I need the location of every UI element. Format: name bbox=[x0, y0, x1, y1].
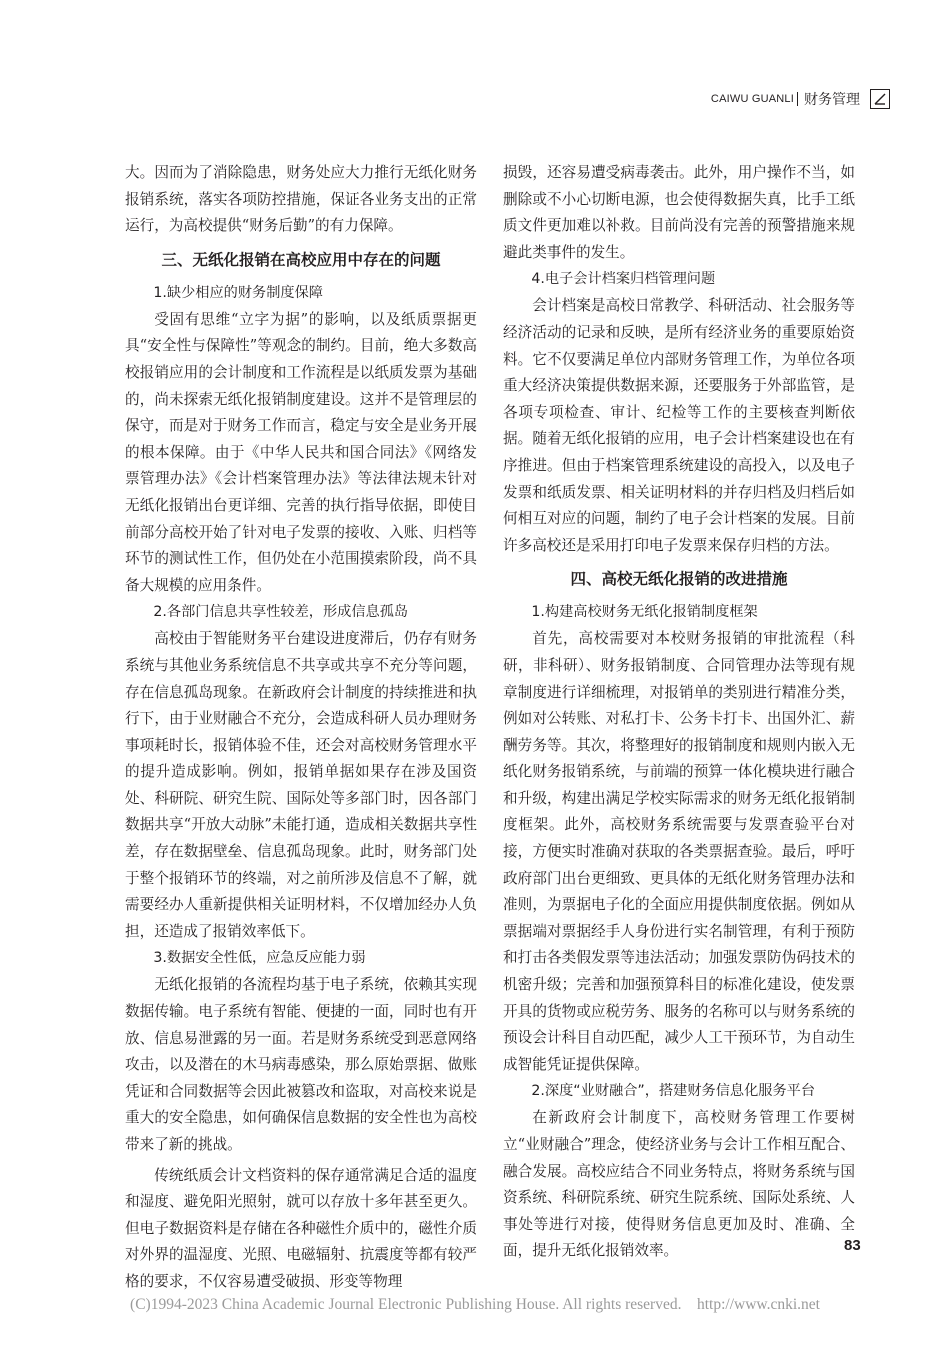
paragraph-3-1: 受固有思维“立字为据”的影响，以及纸质票据更具“安全性与保障性”等观念的制约。目前，绝大多数高校报销应用的会计制度和工作流程是以纸质发票为基础的，尚未探索无纸化报销制度建设。这并不是管理层的保守，而是对于财务工作而言，稳定与安全是业务开展的根本保障。由于《中华人民共和国合同法》《网络发票管理办法》《会计档案管理办法》等法律法规未针对无纸化报销出台更详细、完善的执行指导依据，即使目前部分高校开始了针对电子发票的接收、入账、归档等环节的测试性工作，但仍处在小范围摸索阶段，尚不具备大规模的应用条件。 bbox=[125, 310, 477, 594]
subheading-3-1: 1.缺少相应的财务制度保障 bbox=[153, 284, 323, 301]
copyright-footer: (C)1994-2023 China Academic Journal Electronic Publishing House. All rights reserved. http://www.cnki.net bbox=[130, 1296, 820, 1313]
subheading-4-2: 2.深度“业财融合”，搭建财务信息化服务平台 bbox=[531, 1083, 816, 1100]
section-heading-4: 四、高校无纸化报销的改进措施 bbox=[570, 570, 788, 589]
subheading-3-4: 4.电子会计档案归档管理问题 bbox=[531, 271, 716, 288]
left-column bbox=[125, 160, 477, 1296]
header-divider bbox=[797, 92, 798, 106]
paragraph-continued: 大。因而为了消除隐患，财务处应大力推行无纸化财务报销系统，落实各项防控措施，保证各业务支出的正常运行，为高校提供“财务后勤”的有力保障。 bbox=[125, 164, 477, 235]
paragraph-3-3b: 传统纸质会计文档资料的保存通常满足合适的温度和湿度、避免阳光照射，就可以存放十多年甚至更久。但电子数据资料是存储在各种磁性介质中的，磁性介质对外界的温湿度、光照、电磁辐射、抗震度等都有较严格的要求，不仅容易遭受破损、形变等物理 bbox=[125, 1166, 477, 1290]
right-column bbox=[503, 160, 855, 1265]
paragraph-3-3a: 无纸化报销的各流程均基于电子系统，依赖其实现数据传输。电子系统有智能、便捷的一面，同时也有开放、信息易泄露的另一面。若是财务系统受到恶意网络攻击，以及潜在的木马病毒感染，那么原始票据、做账凭证和合同数据等会因此被篡改和盗取，对高校来说是重大的安全隐患，如何确保信息数据的安全性也为高校带来了新的挑战。 bbox=[125, 976, 477, 1153]
section-heading-3: 三、无纸化报销在高校应用中存在的问题 bbox=[161, 250, 441, 269]
running-header bbox=[711, 88, 890, 110]
subheading-3-2: 2.各部门信息共享性较差，形成信息孤岛 bbox=[153, 604, 409, 621]
corner-check-icon bbox=[870, 89, 890, 109]
paragraph-4-1: 首先，高校需要对本校财务报销的审批流程（科研，非科研）、财务报销制度、合同管理办法等现有规章制度进行详细梳理，对报销单的类别进行精准分类，例如对公转账、对私打卡、公务卡打卡、出国外汇、薪酬劳务等。其次，将整理好的报销制度和规则内嵌入无纸化财务报销系统，与前端的预算一体化模块进行融合和升级，构建出满足学校实际需求的财务无纸化报销制度框架。此外，高校财务系统需要与发票查验平台对接，方便实时准确对获取的各类票据查验。最后，呼吁政府部门出台更细致、更具体的无纸化财务管理办法和准则，为票据电子化的全面应用提供制度依据。例如从票据端对票据经手人身份进行实名制管理，有利于预防和打击各类假发票等违法活动；加强发票防伪码技术的机密升级；完善和加强预算科目的标准化建设，使发票开具的货物或应税劳务、服务的名称可以与财务系统的预设会计科目自动匹配，减少人工干预环节，为自动生成智能凭证提供保障。 bbox=[503, 630, 855, 1073]
paragraph-3-2: 高校由于智能财务平台建设进度滞后，仍存有财务系统与其他业务系统信息不共享或共享不充分等问题，存在信息孤岛现象。在新政府会计制度的持续推进和执行下，由于业财融合不充分，会造成科研人员办理财务事项耗时长，报销体验不佳，还会对高校财务管理水平的提升造成影响。例如，报销单据如果存在涉及国资处、科研院、研究生院、国际处等多部门时，因各部门数据共享“开放大动脉”未能打通，造成相关数据共享性差，存在数据壁垒、信息孤岛现象。此时，财务部门处于整个报销环节的终端，对之前所涉及信息不了解，就需要经办人重新提供相关证明材料，不仅增加经办人负担，还造成了报销效率低下。 bbox=[125, 630, 477, 940]
paragraph-continued-right: 损毁，还容易遭受病毒袭击。此外，用户操作不当，如删除或不小心切断电源，也会使得数据失真，比手工纸质文件更加难以补救。目前尚没有完善的预警措施来规避此类事件的发生。 bbox=[503, 164, 855, 261]
paragraph-4-2: 在新政府会计制度下，高校财务管理工作要树立“业财融合”理念，使经济业务与会计工作相互配合、融合发展。高校应结合不同业务特点，将财务系统与国资系统、科研院系统、研究生院系统、国际处系统、人事处等进行对接，使得财务信息更加及时、准确、全面，提升无纸化报销效率。 bbox=[503, 1109, 855, 1260]
section-title: 财务管理 bbox=[804, 92, 860, 108]
page-number: 83 bbox=[844, 1237, 861, 1254]
paragraph-3-4: 会计档案是高校日常教学、科研活动、社会服务等经济活动的记录和反映，是所有经济业务的重要原始资料。它不仅要满足单位内部财务管理工作，为单位各项重大经济决策提供数据来源，还要服务于外部监管，是各项专项检查、审计、纪检等工作的主要核查判断依据。随着无纸化报销的应用，电子会计档案建设也在有序推进。但由于档案管理系统建设的高投入，以及电子发票和纸质发票、相关证明材料的并存归档及归档后如何相互对应的问题，制约了电子会计档案的发展。目前许多高校还是采用打印电子发票来保存归档的方法。 bbox=[503, 297, 855, 554]
subheading-3-3: 3.数据安全性低，应急反应能力弱 bbox=[153, 950, 366, 967]
journal-name-pinyin: CAIWU GUANLI bbox=[710, 93, 794, 105]
subheading-4-1: 1.构建高校财务无纸化报销制度框架 bbox=[531, 604, 758, 621]
